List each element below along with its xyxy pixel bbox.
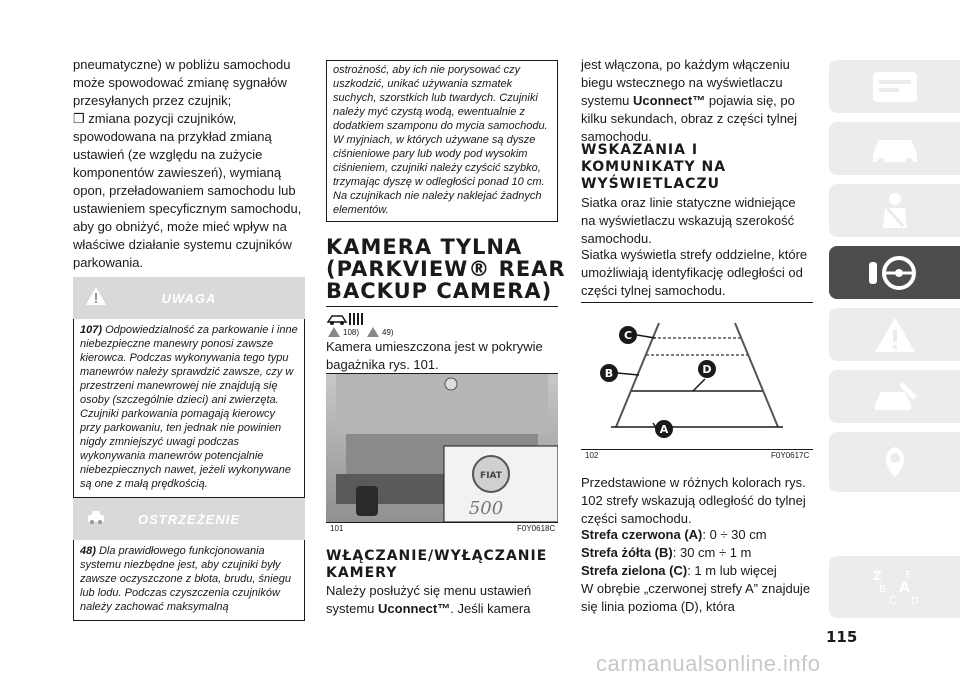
camera-active-text-a: jest włączona, po każdym włączeniu biegu wstecznego na wyświetlaczu systemu (581, 57, 790, 108)
caution-box (73, 498, 305, 621)
key-steering-wheel-icon (865, 252, 925, 294)
svg-text:E: E (904, 570, 911, 581)
display-title-line-3: WYŚWIETLACZU (581, 176, 720, 192)
svg-text:C: C (888, 594, 897, 607)
camera-intro: Kamera umieszczona jest w pokrywie bagażnika rys. 101. (326, 339, 543, 372)
figure-102 (581, 302, 813, 450)
camera-active-paragraph (581, 56, 813, 146)
warning-text: Odpowiedzialność za parkowanie i inne niebezpieczne manewry ponosi zawsze kierowca. Podczas wykonywania tego typu manewrów należy sprawdzić zawsze, czy w przestrzeni manewrowej nie znajdują się osoby (szczególnie dzieci) ani zwierzęta. Czujniki parkowania pomagają kierowcy przy parkowaniu, ten jednak nie powinien nigdy zmniejszyć uwagi podczas wykonywania manewrów potencjalnie niebezpiecznych nawet, jeżeli wykonywane są one z małą prędkością. (80, 324, 298, 490)
figure-102-number: 102 (585, 451, 599, 460)
zone-green (581, 562, 813, 580)
svg-text:Z: Z (872, 569, 882, 583)
navigation-radio-icon (865, 441, 925, 483)
uconnect-label: Uconnect™ (378, 601, 451, 616)
section-title-camera (326, 236, 566, 302)
wrench-car-icon (865, 376, 925, 418)
zone-red-label: Strefa czerwona (A) (581, 527, 703, 542)
section-title-line-2: (PARKVIEW® REAR (326, 257, 566, 281)
col1-paragraph-1: pneumatyczne) w pobliżu samochodu może spowodować zmianę sygnałów przesyłanych przez czujnik; (73, 57, 291, 108)
figure-101-number: 101 (330, 524, 344, 533)
reference-icons (326, 310, 558, 340)
nav-tab-index[interactable] (829, 556, 960, 618)
nav-tab-starting-driving[interactable] (829, 246, 960, 299)
caution-number: 48) (80, 545, 96, 557)
caution-body (73, 540, 305, 621)
col1-paragraph-2 (73, 110, 305, 272)
alphabet-index-icon (865, 566, 925, 608)
zone-red-value: : 0 ÷ 30 cm (702, 527, 767, 542)
zone-label-d: D (702, 363, 712, 376)
page-number: 115 (826, 628, 858, 646)
car-caution-icon (85, 506, 107, 528)
warning-header (73, 277, 305, 319)
warning-ref-icon (327, 326, 341, 338)
zone-yellow-label: Strefa żółta (B) (581, 545, 673, 560)
zone-list (581, 526, 813, 580)
warning-title: UWAGA (161, 290, 217, 306)
seatbelt-person-icon (865, 190, 925, 232)
caution-ref-icon (366, 326, 380, 338)
zone-red (581, 526, 813, 544)
caution-text: Dla prawidłowego funkcjonowania systemu niezbędne jest, aby czujniki były zawsze oczyszczone z błota, brudu, śniegu lub lodu. Podczas czyszczenia czujników należy zachować maksymalną (80, 545, 291, 613)
subsection-title-line-1: WŁĄCZANIE/WYŁĄCZANIE (326, 548, 548, 564)
section-title-line-1: KAMERA TYLNA (326, 235, 523, 259)
warning-triangle-car-icon (865, 314, 925, 356)
nav-tab-car[interactable] (829, 122, 960, 175)
uconnect-label-2: Uconnect™ (633, 93, 706, 108)
col1-paragraph-2-text: zmiana pozycji czujników, spowodowana na przykład zmianą ustawień (ze względu na zużycie komponentów zawieszeń), wymianą opon, przeładowaniem samochodu lub ustawieniem specyficznym samochodu, aby go obniżyć, może mieć wpływ na właściwe działanie systemu czujników parkowania. (73, 111, 302, 270)
car-front-icon (865, 128, 925, 170)
red-zone-paragraph: W obrębie „czerwonej strefy A” znajduje się linia pozioma (D), która (581, 581, 811, 614)
display-title-line-2: KOMUNIKATY NA (581, 159, 727, 175)
figure-101-code: F0Y0618C (517, 524, 556, 533)
rear-car-illustration (326, 374, 558, 522)
ref-caution-number: 49) (382, 328, 394, 337)
zone-green-value: : 1 m lub więcej (687, 563, 777, 578)
svg-text:500: 500 (468, 498, 504, 519)
watermark: carmanualsonline.info (596, 651, 821, 676)
warning-icon (85, 285, 107, 307)
zone-yellow-value: : 30 cm ÷ 1 m (672, 545, 752, 560)
on-off-text-b: . Jeśli kamera (450, 601, 531, 616)
camera-active-text-b: pojawia się, po kilku sekundach, obraz z części tylnej samochodu. (581, 93, 798, 144)
bullet-icon: ❒ (73, 111, 85, 126)
grid-width-paragraph: Siatka oraz linie statyczne widniejące na wyświetlaczu wskazują szerokość samochodu. (581, 195, 796, 246)
warning-body (73, 319, 305, 498)
subsection-title-on-off (326, 548, 547, 582)
display-title-line-1: WSKAZANIA I (581, 142, 699, 158)
zone-label-b: B (604, 367, 614, 380)
zone-label-c: C (623, 329, 633, 342)
section-title-line-3: BACKUP CAMERA) (326, 279, 553, 303)
zone-green-label: Strefa zielona (C) (581, 563, 688, 578)
nav-tab-safety[interactable] (829, 184, 960, 237)
nav-tab-maintenance[interactable] (829, 432, 960, 492)
caution-title: OSTRZEŻENIE (137, 511, 240, 527)
svg-text:B: B (878, 584, 886, 595)
warning-number: 107) (80, 324, 103, 336)
ref-warning-number: 108) (343, 328, 360, 337)
caution-header (73, 498, 305, 540)
on-off-paragraph (326, 582, 558, 618)
car-dashboard-icon (865, 66, 925, 108)
section-rule (326, 306, 558, 307)
svg-text:FIAT: FIAT (480, 471, 502, 481)
on-off-text-a: Należy posłużyć się menu ustawień systemu (326, 583, 532, 616)
col1-text (73, 56, 305, 272)
figure-101 (326, 373, 558, 523)
zones-intro-paragraph: Przedstawione w różnych kolorach rys. 102 strefy wskazują odległość do tylnej części samochodu. (581, 475, 806, 526)
grid-zones-paragraph: Siatka wyświetla strefy oddzielne, które umożliwiają identyfikację odległości od części tylnej samochodu. (581, 247, 808, 298)
figure-102-code: F0Y0617C (771, 451, 810, 460)
zone-label-a: A (659, 423, 669, 436)
svg-text:A: A (898, 580, 910, 596)
warning-box (73, 277, 305, 498)
section-title-display (581, 142, 726, 193)
nav-tab-dashboard[interactable] (829, 60, 960, 113)
nav-tab-emergency[interactable] (829, 370, 960, 423)
svg-text:D: D (910, 596, 919, 607)
zone-yellow (581, 544, 813, 562)
nav-tab-warnings[interactable] (829, 308, 960, 361)
subsection-title-line-2: KAMERY (326, 565, 398, 581)
parking-grid-diagram (581, 303, 813, 449)
caution-continuation-box: ostrożność, aby ich nie porysować czy uszkodzić, unikać używania szmatek suchych, szorstkich lub twardych. Czujniki należy myć czystą wodą, ewentualnie z dodatkiem szamponu do mycia samochodu. W myjniach, w których używane są dysze ciśnieniowe pary lub wody pod wysokim ciśnieniem, czujniki należy czyścić szybko, trzymając dyszę w odległości ponad 10 cm. Na czujnikach nie należy naklejać żadnych elementów. (326, 60, 558, 222)
